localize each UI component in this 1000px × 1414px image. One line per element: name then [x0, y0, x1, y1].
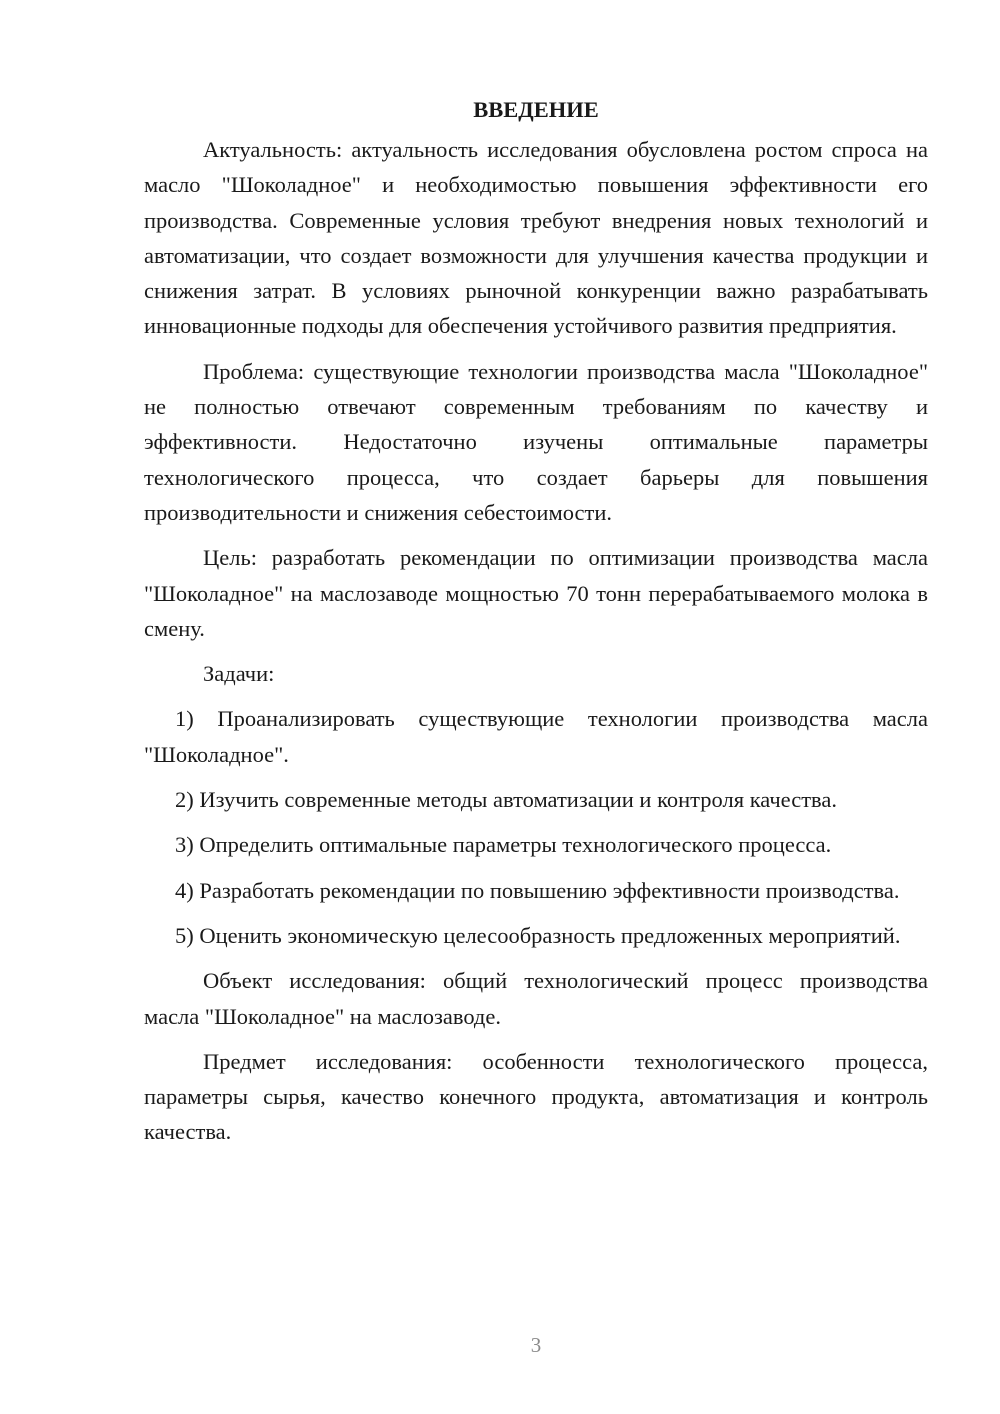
tasks-heading: Задачи: — [203, 661, 275, 687]
paragraph-problem: Проблема: существующие технологии производства масла "Шоколадное" не полностью отвечают современным требованиям по качеству и эффективности. Недостаточно изучены оптимальные параметры технологического процесса, что создает барьеры для повышения производительности и снижения себестоимости. — [144, 358, 928, 525]
paragraph-subject: Предмет исследования: особенности технологического процесса, параметры сырья, качество конечного продукта, автоматизация и контроль качества. — [144, 1048, 928, 1145]
task-item: 1) Проанализировать существующие технологии производства масла "Шоколадное". — [144, 706, 928, 767]
task-item: 3) Определить оптимальные параметры технологического процесса. — [175, 832, 832, 858]
task-item: 2) Изучить современные методы автоматизации и контроля качества. — [175, 787, 837, 813]
page-content — [144, 92, 928, 1150]
task-item: 5) Оценить экономическую целесообразность предложенных мероприятий. — [175, 922, 901, 948]
task-item: 4) Разработать рекомендации по повышению эффективности производства. — [175, 877, 900, 903]
paragraph-object: Объект исследования: общий технологический процесс производства масла "Шоколадное" на маслозаводе. — [144, 968, 928, 1029]
page-number: 3 — [530, 1333, 542, 1357]
section-title: ВВЕДЕНИЕ — [473, 97, 599, 122]
paragraph-goal: Цель: разработать рекомендации по оптимизации производства масла "Шоколадное" на маслозаводе мощностью 70 тонн перерабатываемого молока в смену. — [144, 545, 928, 641]
paragraph-relevance: Актуальность: актуальность исследования обусловлена ростом спроса на масло "Шоколадное" и необходимостью повышения эффективности его производства. Современные условия требуют внедрения новых технологий и автоматизации, что создает возможности для улучшения качества продукции и снижения затрат. В условиях рыночной конкуренции важно разрабатывать инновационные подходы для обеспечения устойчивого развития предприятия. — [144, 137, 928, 339]
